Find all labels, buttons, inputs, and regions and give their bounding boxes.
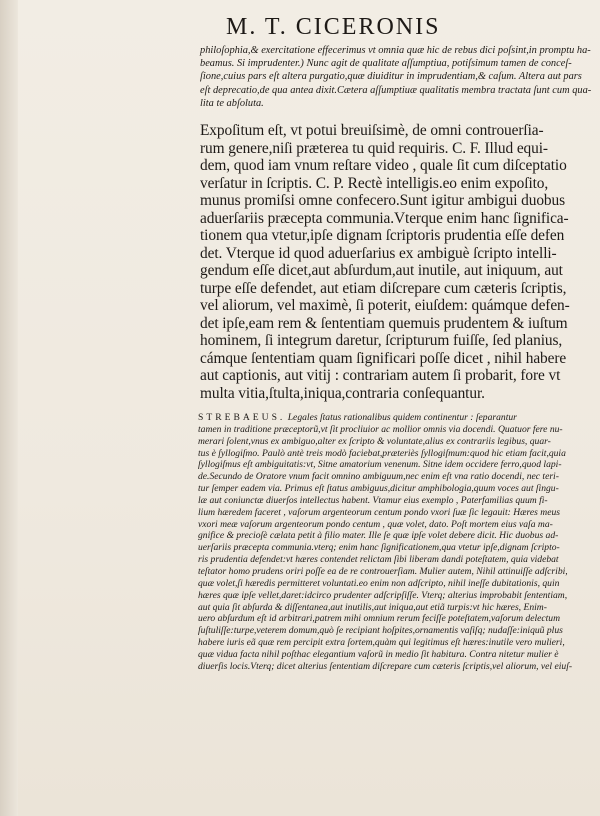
commentary-line: gnifice & precioſè cælata petit à filio mater. Ille ſe quæ ipſe volet debere dicit. Hic duobus ad-: [198, 530, 559, 542]
main-line: Expoſitum eſt, vt potui breuiſsimè, de omni controuerſia-: [200, 122, 544, 139]
commentary-line: [198, 412, 584, 424]
main-line: turpe eſſe defendet, aut etiam diſcrepare cum cæteris ſcriptis,: [200, 279, 567, 297]
commentary-line: ſione,cuius pars eſt altera purgatio,quæ diuiditur in imprudentiam,& caſum. Altera aut pars: [200, 71, 582, 83]
main-line: tionem qua vtetur,ipſe dignam ſcriptoris prudentia eſſe defen: [200, 227, 565, 244]
commentary-line: quæ volet,ſi hæredis permitteret voluntati.eo enim non adſcripto, nihil ineſſe dubitationis, quin: [198, 577, 560, 589]
commentary-line: beamus. Si imprudenter.) Nunc agit de qualitate aſſumptiua, potiſsimum tamen de conceſ-: [200, 58, 572, 70]
commentary-line: philoſophia,& exercitatione effecerimus vt omnia quæ hic de rebus dici poſsint,in promptu ha-: [200, 45, 591, 56]
commentary-line: uero abſurdum eſt id arbitrari,patrem mihi omnium rerum feciſſe poteſtatem,vaſorum delectum: [198, 613, 561, 625]
page-gutter-shadow: [0, 0, 18, 816]
commentary-line: de.Secundo de Oratore vnum facit omnino ambiguum,nec enim eſt vna ratio docendi, nec teri-: [198, 471, 559, 483]
commentary-line: habere iuris eã quæ rem percipit extra ſortem,quàm qui legitimus eſt hæres:inutile vero mulieri,: [198, 637, 565, 649]
main-line: det. Vterque id quod aduerſarius ex ambiguè ſcripto intelli-: [200, 244, 557, 262]
main-line: munus promiſsi omne confecero.Sunt igitur ambigui duobus: [200, 192, 566, 209]
commentary-line: ſuſtuliſſe:turpe,veterem domum,quò ſe recipiant hoſpites,ornamentis vaſiſq; nudaſſe:iniquũ plus: [198, 625, 563, 637]
commentary-line: uerſariis præcepta communia.vterq; enim hanc ſignificationem,qua vtetur ipſe,dignam ſcripto-: [198, 542, 560, 554]
commentary-first-text: Legales ſtatus rationalibus quidem continentur : ſeparantur: [287, 412, 517, 423]
main-line: multa vitia,ſtulta,iniqua,contraria conſequantur.: [200, 384, 485, 402]
main-line: det ipſe,eam rem & ſententiam quemuis prudentem & iuſtum: [200, 314, 568, 332]
commentary-line: merari ſolent,vnus ex ambiguo,alter ex ſcripto & voluntate,alius ex contrariis legibus, quar-: [198, 435, 551, 447]
main-text: [200, 122, 582, 402]
commentary-line: hæres quæ ipſe vellet,daret:idcirco prudenter adſcripſiſſe. Vterq; alterius improbabit ſententiam,: [198, 589, 568, 601]
running-head: M. T. CICERONIS: [226, 14, 441, 40]
main-line: verſatur in ſcriptis. C. P. Rectè intelligis.eo enim expoſito,: [200, 174, 549, 192]
commentary-line: diuerſis locis.Vterq; dicet alterius ſententiam diſcrepare cum cæteris ſcriptis,vel aliorum, vel eiuſ-: [198, 660, 573, 672]
main-line: vel aliorum, vel maximè, ſi poterit, eiuſdem: quámque defen-: [200, 297, 570, 314]
commentary-line: quæ vidua facta nihil poſthac elegantium vaſorũ in medio ſit habitura. Contra nitetur mulier è: [198, 648, 559, 660]
main-line: gendum eſſe dicet,aut abſurdum,aut inutile, aut iniquum, aut: [200, 262, 563, 279]
commentary-bottom: [198, 412, 584, 673]
main-line: aut captionis, aut vitij : contrariam autem ſi probarit, fore vt: [200, 367, 561, 384]
commentary-line: vxori meæ vaſorum argenteorum pondo centum , quæ volet, dato. Poſt mortem eius vaſa ma-: [198, 518, 553, 530]
commentary-line: lium hæredem faceret , vaſorum argenteorum centum pondo vxori ſuæ ſic legauit: Hæres meus: [198, 506, 561, 518]
commentary-top: [200, 44, 592, 110]
commentary-line: ris prudentia defendet:vt hæres contendet relictam ſibi liberam dandi poteſtatem, quia videbat: [198, 554, 559, 566]
main-line: dem, quod iam vnum reſtare video , quale ſit cum diſceptatio: [200, 157, 567, 174]
commentary-line: tamen in traditione præceptorũ,vt ſit procliuior ac mollior omnis via docendi. Quatuor fere nu-: [198, 423, 563, 435]
main-line: cámque ſententiam quam ſignificari poſſe dicet , nihil habere: [200, 349, 567, 367]
commentary-line: tur ſemper eadem via. Primus eſt ſtatus ambiguus,dicitur amphibologia,quum voces aut ſingu-: [198, 483, 559, 495]
commentary-line: eſt deprecatio,de qua antea dixit.Cætera aſſumptiuæ qualitatis membra tractata ſunt cum qua-: [200, 84, 592, 96]
main-line: rum genere,niſi præterea tu quid requiris. C. F. Illud equi-: [200, 139, 548, 157]
main-line: hominem, ſi integrum daretur, ſcripturum fuiſſe, ſed planius,: [200, 332, 563, 349]
commentary-line: tus è ſyllogiſmo. Paulò antè treis modò faciebat,præteriès ſyllogiſmum:quod hic etiam facit,quia: [198, 447, 566, 459]
commentary-line: aut quia ſit abſurda & diſſentanea,aut inutilis,aut iniqua,aut etiã turpis:vt hic hæres, Enim-: [198, 601, 547, 613]
commentary-line: lita te abſoluta.: [200, 97, 264, 109]
main-line: aduerſariis præcepta communia.Vterque enim hanc ſignifica-: [200, 209, 569, 227]
commentary-line: læ aut coniunctæ diuerſos intellectus habent. Vtamur eius exemplo , Paterfamilias quum fi-: [198, 494, 548, 506]
commentary-line: teſtator homo prudens oriri poſſe ea de re controuerſiam. Mulier autem, Nihil attinuiſſe adſcribi,: [198, 565, 568, 577]
commentator-name: STREBAEUS.: [198, 412, 286, 423]
commentary-line: ſyllogiſmus eſt ambiguitatis:vt, Sitne amatorium venenum. Sitne idem occidere ferro,quod lapi-: [198, 459, 562, 471]
